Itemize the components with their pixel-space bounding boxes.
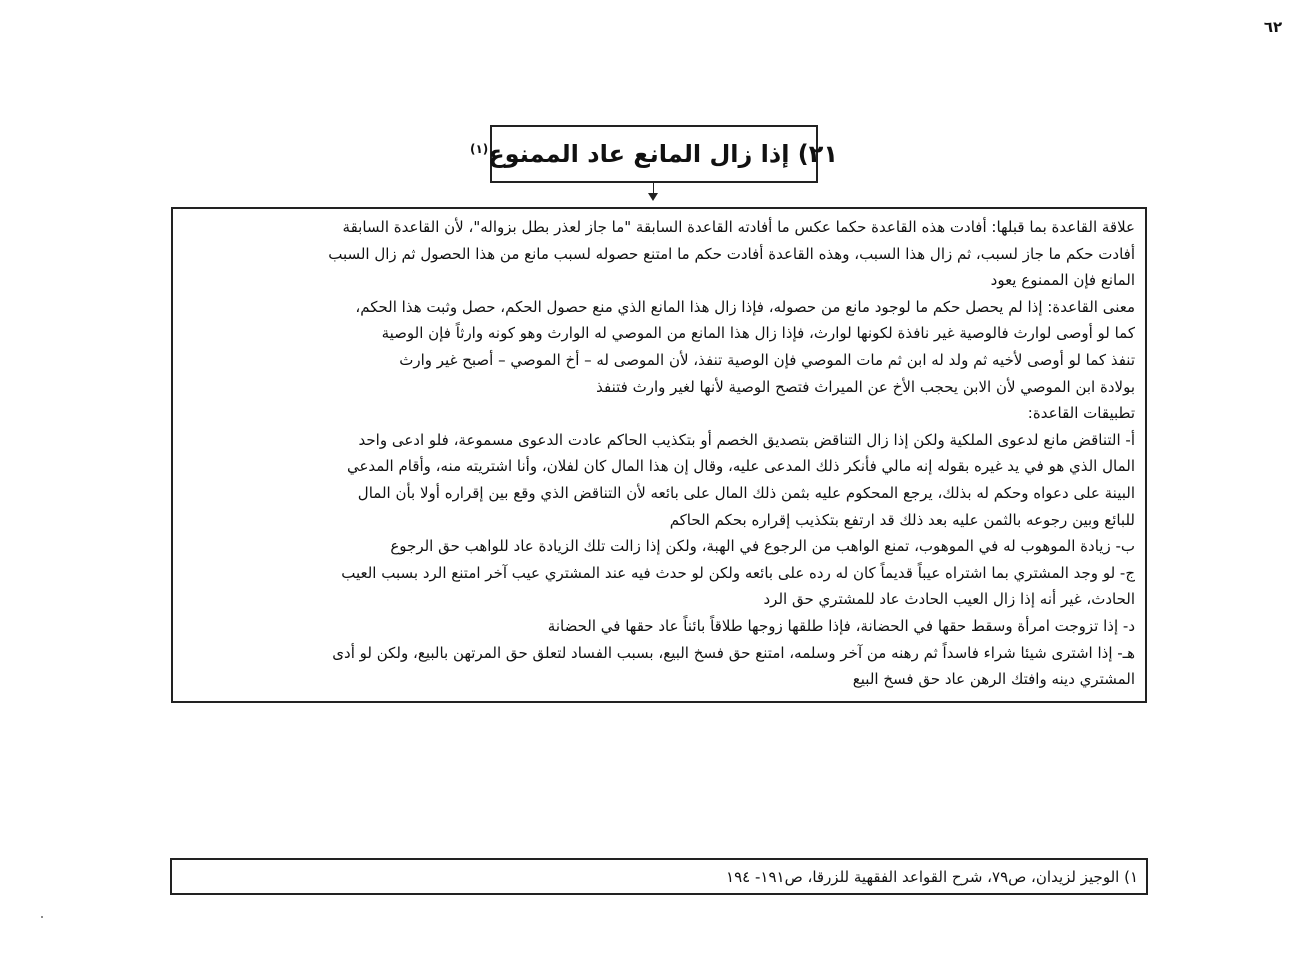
footnote: ١) الوجيز لزيدان، ص٧٩، شرح القواعد الفقهية للزرقا، ص١٩١- ١٩٤ (726, 867, 1138, 886)
text-line: المشتري دينه وافتك الرهن عاد حق فسخ البيع (852, 670, 1135, 689)
arrow-down-icon (648, 193, 658, 201)
title-footnote-marker: (١) (469, 142, 489, 156)
text-line: بولادة ابن الموصي لأن الابن يحجب الأخ عن الميراث فتصح الوصية لأنها لغير وارث فتنفذ (596, 377, 1135, 396)
text-line: البينة على دعواه وحكم له بذلك، يرجع المحكوم عليه بثمن ذلك المال على بائعه لأن التناقض الذي وقع بين إقراره أولا بأن المال (357, 483, 1135, 502)
text-line: تطبيقات القاعدة: (1027, 404, 1135, 423)
text-line: د- إذا تزوجت امرأة وسقط حقها في الحضانة، فإذا طلقها زوجها طلاقاً بائناً عاد حقها في الحضانة (547, 616, 1135, 635)
title-main: ٢١) إذا زال المانع عاد الممنوع (488, 140, 839, 168)
text-line: أفادت حكم ما جاز لسبب، ثم زال هذا السبب، وهذه القاعدة أفادت حكم ما امتنع حصوله لسبب مانع من هذا الحصول ثم زال السبب (328, 244, 1135, 263)
page-number: ٦٢ (1263, 18, 1283, 36)
page-title (470, 140, 838, 168)
content-box (171, 207, 1147, 703)
text-line: أ- التناقض مانع لدعوى الملكية ولكن إذا زال التناقض بتصديق الخصم أو بتكذيب الحاكم عادت الدعوى مسموعة، فلو ادعى واحد (358, 430, 1135, 449)
title-box (469, 125, 839, 183)
footnote-box (170, 858, 1148, 895)
text-line: تنفذ كما لو أوصى لأخيه ثم ولد له ابن ثم مات الموصي فإن الوصية تنفذ، لأن الموصى له – أخ الموصي – أصبح غير وارث (399, 350, 1135, 369)
text-line: الحادث، غير أنه إذا زال العيب الحادث عاد للمشتري حق الرد (763, 590, 1135, 609)
text-line: ب- زيادة الموهوب له في الموهوب، تمنع الواهب من الرجوع في الهبة، ولكن إذا زالت تلك الزيادة عاد للواهب حق الرجوع (390, 537, 1135, 556)
text-line: ج- لو وجد المشتري بما اشتراه عيباً قديماً كان له رده على بائعه ولكن لو حدث فيه عند المشتري عيب آخر امتنع الرد بسبب العيب (341, 563, 1135, 582)
text-line: المال الذي هو في يد غيره بقوله إنه مالي فأنكر ذلك المدعى عليه، وقال إن هذا المال كان لفلان، وأنا اشتريته منه، وأقام المدعي (346, 457, 1135, 476)
text-line: للبائع وبين رجوعه بالثمن عليه بعد ذلك قد ارتفع بتكذيب إقراره بحكم الحاكم (669, 510, 1135, 529)
text-line: كما لو أوصى لوارث فالوصية غير نافذة لكونها لوارث، فإذا زال هذا المانع من الموصي له الوارث وهو كونه وارثاً فإن الوصية (381, 324, 1135, 343)
text-line: المانع فإن الممنوع يعود (990, 271, 1135, 290)
text-line: معنى القاعدة: إذا لم يحصل حكم ما لوجود مانع من حصوله، فإذا زال هذا المانع الذي منع حصول الحكم، حصل وثبت هذا الحكم، (355, 297, 1135, 316)
scan-speck (41, 916, 43, 918)
text-line: هـ- إذا اشترى شيئا شراء فاسداً ثم رهنه من آخر وسلمه، امتنع حق فسخ البيع، بسبب الفساد لتعلق حق المرتهن بالبيع، ولكن لو أدى (332, 643, 1135, 662)
text-line: علاقة القاعدة بما قبلها: أفادت هذه القاعدة حكما عكس ما أفادته القاعدة السابقة "ما جاز لعذر بطل بزواله"، لأن القاعدة السابقة (342, 218, 1135, 236)
